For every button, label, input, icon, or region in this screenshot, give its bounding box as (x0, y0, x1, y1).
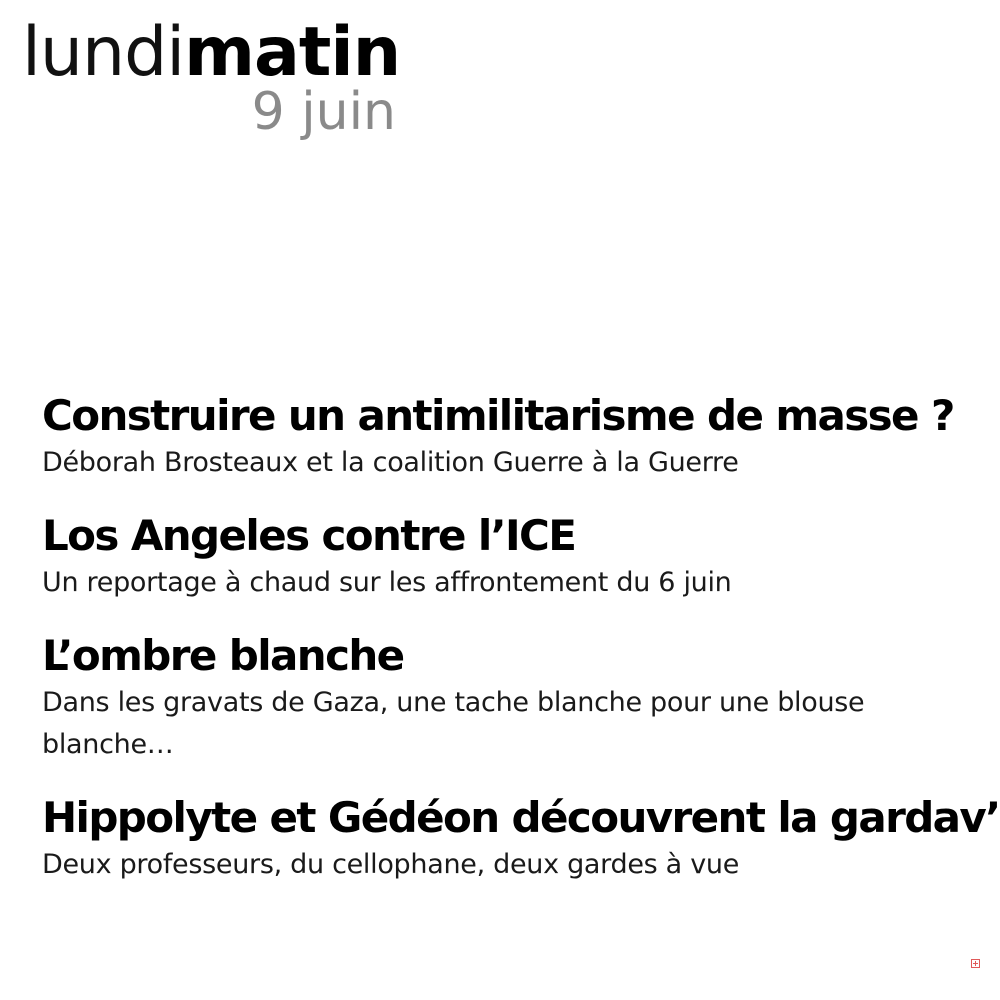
article-title[interactable]: L’ombre blanche (42, 631, 404, 680)
article-subtitle: Déborah Brosteaux et la coalition Guerre à la Guerre (42, 447, 739, 478)
article-subtitle: Un reportage à chaud sur les affrontement du 6 juin (42, 567, 732, 598)
article-item[interactable] (42, 630, 982, 766)
article-item[interactable] (42, 792, 1000, 886)
expand-icon[interactable] (971, 959, 980, 968)
article-title[interactable]: Hippolyte et Gédéon découvrent la gardav’ (42, 793, 1000, 842)
site-logo[interactable] (22, 14, 402, 92)
logo-matin: matin (184, 13, 401, 92)
logo-lundi: lundi (22, 13, 185, 92)
article-title[interactable]: Los Angeles contre l’ICE (42, 511, 576, 560)
article-item[interactable] (42, 510, 982, 604)
article-subtitle: Deux professeurs, du cellophane, deux gardes à vue (42, 849, 740, 880)
issue-date: 9 juin (251, 82, 396, 142)
article-list (42, 390, 1000, 912)
masthead (22, 14, 402, 142)
article-item[interactable] (42, 390, 982, 484)
article-title[interactable]: Construire un antimilitarisme de masse ? (42, 391, 954, 440)
article-subtitle: Dans les gravats de Gaza, une tache blanche pour une blouse blanche… (42, 687, 865, 760)
